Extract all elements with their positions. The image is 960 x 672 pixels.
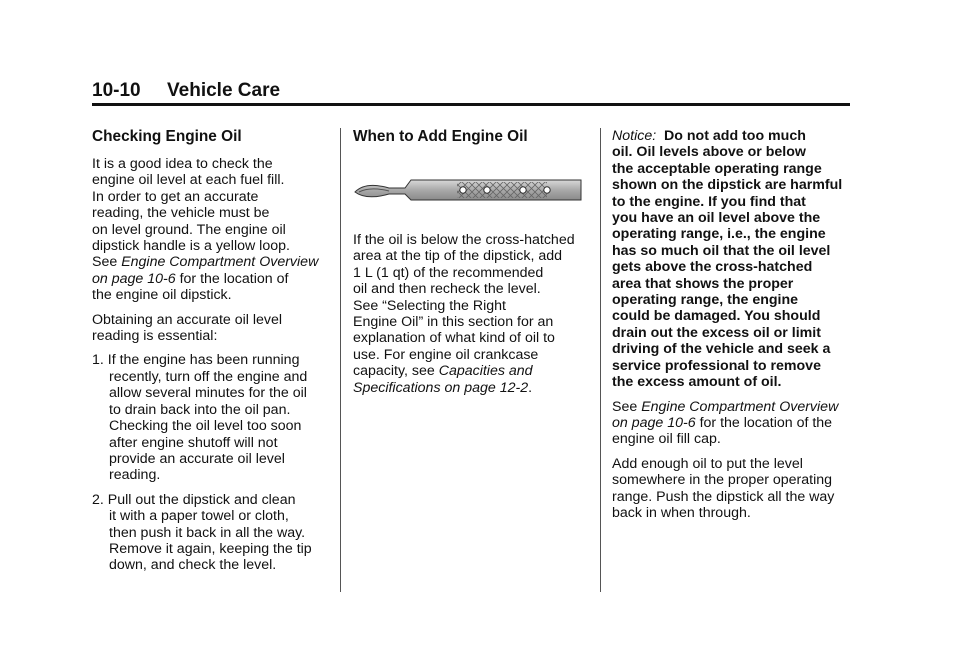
text-line: oil. Oil levels above or below — [612, 144, 806, 161]
text-line: Checking the oil level too soon — [109, 418, 302, 435]
text-line: has so much oil that the oil level — [612, 242, 831, 259]
text-line: It is a good idea to check the — [92, 156, 273, 172]
paragraph-intro — [92, 156, 338, 304]
page-number: 10-10 — [92, 80, 141, 101]
text-line: In order to get an accurate — [92, 188, 259, 205]
text-line: See “Selecting the Right — [353, 297, 507, 314]
text-line: the excess amount of oil. — [612, 374, 782, 391]
section-title: Vehicle Care — [167, 80, 281, 101]
paragraph-add-enough — [612, 456, 854, 522]
text-line: Notice: Do not add too much — [612, 128, 806, 144]
link-page-ref[interactable]: on page 10-6 — [612, 414, 696, 431]
text-line: gets above the cross-hatched — [612, 259, 813, 276]
text-line: drain out the excess oil or limit — [612, 324, 821, 341]
text-line: then push it back in all the way. — [109, 524, 306, 541]
text-line: reading. — [109, 467, 161, 484]
text-line: reading is essential: — [92, 328, 218, 345]
text-line: after engine shutoff will not — [109, 434, 278, 451]
notice-block — [612, 128, 854, 391]
column-divider — [600, 128, 601, 592]
text-line: If the oil is below the cross-hatched — [353, 232, 575, 248]
text-line: use. For engine oil crankcase — [353, 346, 539, 363]
column-checking-oil — [92, 128, 338, 582]
text-line: capacity, see Capacities and — [353, 363, 533, 380]
text-line: on level ground. The engine oil — [92, 221, 286, 238]
text-line: on page 10-6 for the location of the — [612, 414, 833, 431]
text-line: engine oil level at each fuel fill. — [92, 172, 285, 189]
text-line: to drain back into the oil pan. — [109, 401, 291, 418]
text-line: 1 L (1 qt) of the recommended — [353, 264, 544, 281]
dipstick-illustration — [353, 164, 583, 216]
heading-when-to-add-oil: When to Add Engine Oil — [353, 128, 528, 145]
text-line: operating range, i.e., the engine — [612, 226, 826, 243]
text-line: on page 10-6 for the location of — [92, 270, 289, 287]
list-item-step-1 — [92, 352, 338, 483]
text-line: back in when through. — [612, 504, 751, 521]
text-line: the acceptable operating range — [612, 160, 822, 177]
text-line: you have an oil level above the — [612, 210, 821, 227]
text-line: range. Push the dipstick all the way — [612, 488, 835, 505]
text-line: engine oil fill cap. — [612, 431, 721, 448]
text-line: area that shows the proper — [612, 275, 794, 292]
text-line: area at the tip of the dipstick, add — [353, 248, 563, 265]
text-line: allow several minutes for the oil — [109, 385, 307, 402]
text-line: service professional to remove — [612, 357, 821, 374]
text-line: 2. Pull out the dipstick and clean — [92, 491, 296, 508]
text-line: the engine oil dipstick. — [92, 287, 232, 304]
text-line: explanation of what kind of oil to — [353, 330, 555, 347]
text-line: 1. If the engine has been running — [92, 352, 300, 369]
link-capacities[interactable]: Capacities and — [438, 363, 533, 380]
header-rule — [92, 103, 850, 106]
column-when-to-add — [353, 128, 591, 404]
text-line: Add enough oil to put the level — [612, 455, 803, 472]
text-line: See Engine Compartment Overview — [92, 254, 319, 271]
text-line: operating range, the engine — [612, 292, 799, 309]
column-divider — [340, 128, 341, 592]
paragraph-add-oil — [353, 232, 591, 396]
text-line: down, and check the level. — [109, 557, 277, 574]
text-line: it with a paper towel or cloth, — [109, 508, 289, 525]
link-engine-compartment[interactable]: Engine Compartment Overview — [121, 254, 319, 271]
text-line: oil and then recheck the level. — [353, 281, 541, 298]
text-line: recently, turn off the engine and — [109, 368, 308, 385]
page-header — [92, 80, 280, 102]
text-line: driving of the vehicle and seek a — [612, 341, 831, 358]
link-engine-compartment[interactable]: Engine Compartment Overview — [641, 398, 839, 415]
text-line: somewhere in the proper operating — [612, 472, 833, 489]
text-line: Remove it again, keeping the tip — [109, 540, 312, 557]
notice-label: Notice: — [612, 128, 657, 144]
list-item-step-2 — [92, 492, 338, 574]
column-notice — [612, 128, 854, 529]
text-line: Specifications on page 12-2. — [353, 379, 533, 396]
heading-checking-engine-oil: Checking Engine Oil — [92, 128, 242, 145]
link-specifications[interactable]: Specifications on page 12-2 — [353, 379, 529, 396]
text-line: Obtaining an accurate oil level — [92, 311, 283, 328]
link-page-ref[interactable]: on page 10-6 — [92, 270, 176, 287]
text-line: See Engine Compartment Overview — [612, 398, 839, 415]
paragraph-accurate — [92, 312, 338, 345]
text-line: to the engine. If you find that — [612, 193, 806, 210]
text-line: could be damaged. You should — [612, 308, 821, 325]
paragraph-fill-cap — [612, 399, 854, 448]
text-line: Engine Oil” in this section for an — [353, 314, 554, 331]
text-line: dipstick handle is a yellow loop. — [92, 238, 290, 255]
text-line: provide an accurate oil level — [109, 450, 285, 467]
text-line: shown on the dipstick are harmful — [612, 177, 843, 194]
text-line: reading, the vehicle must be — [92, 205, 270, 222]
